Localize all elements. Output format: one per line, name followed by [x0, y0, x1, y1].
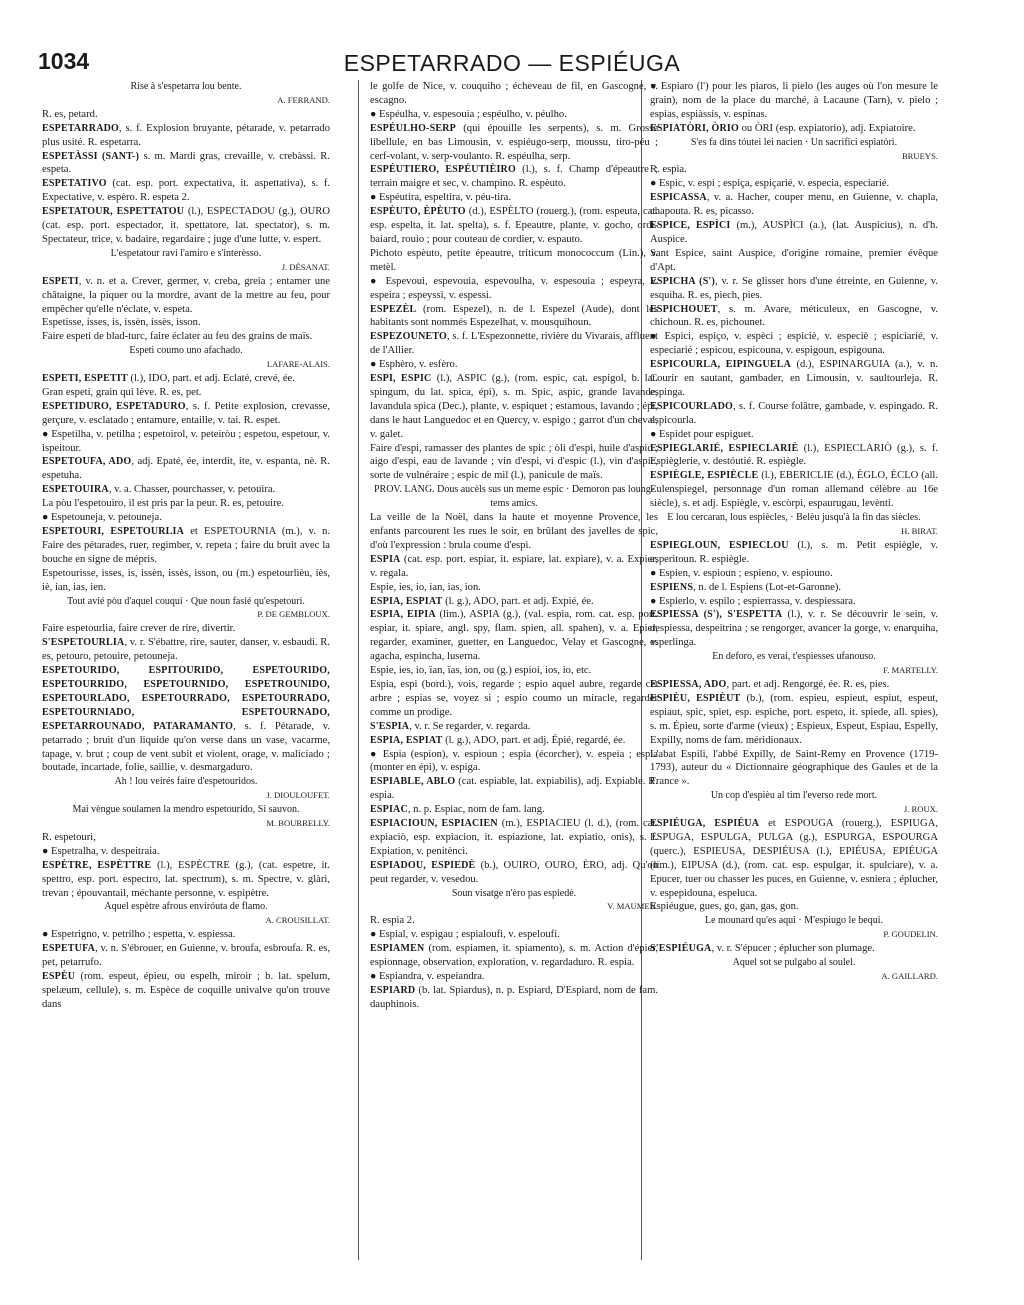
citation-line: Le mounard qu'es aqui · M'espiugo le bequi.	[704, 915, 883, 927]
headword: ESPICASSA	[650, 192, 707, 204]
citation-line: PROV. LANG. Dous aucèls sus un meme espic · Demoron pas loung-tems amics.	[373, 484, 655, 510]
headword: ESPÈUTO, ÈPÈUTO	[370, 206, 466, 218]
dictionary-entry: R. espetouri,	[42, 831, 96, 843]
citation-author: P. GOUDELIN.	[883, 929, 938, 940]
citation-author: BRUEYS.	[901, 150, 938, 161]
dictionary-entry: ESPÈTRE, ESPÈTTRE (l.), ESPÈCTRE (g.), (cat. espetre, it. spettro, esp. port. espectro, lat. spectrum), s. m. Spectre, v. glàri, trevan ; épouvantail, méchante personne, v. espipètre.	[42, 859, 330, 899]
dictionary-entry: ESPÉUTIERO, ESPÉUTIÈIRO (l.), s. f. Champ d'épeautre ; terrain maigre et sec, v. champino. R. espèuto.	[370, 164, 658, 190]
headword: ESPIABLE, ABLO	[370, 776, 456, 788]
dictionary-entry: ● Espetouneja, v. petouneja.	[42, 512, 162, 524]
dictionary-entry: ● Espetralha, v. despeitraia.	[42, 845, 160, 857]
dictionary-entry: ESPIENS, n. de l. Espiens (Lot-et-Garonne).	[650, 581, 842, 593]
dictionary-entry: ESPETOURI, ESPETOURLIA et ESPETOURNIA (m.), v. n. Faire des pétarades, ruer, regimber, v. repeta ; faire du bruit avec la bouche en signe de mépris.	[42, 526, 330, 565]
dictionary-entry: ESPEZOUNETO, s. f. L'Espezonnette, rivière du Vivarais, affluent de l'Allier.	[370, 331, 658, 357]
citation-author: A. GAILLARD.	[881, 971, 938, 981]
dictionary-entry: ESPICHOUET, s. m. Avare, méticuleux, en Gascogne, v. chichoun. R. es, pichounet.	[650, 303, 938, 329]
dictionary-entry: ESPÈU (rom. espeut, épieu, ou espelh, miroir ; b. lat. spelum, spelæum, cellule), s. m. Espèce de coquille univalve qu'on trouve dans	[42, 971, 330, 1010]
headword: ESPETUFA	[42, 943, 96, 955]
headword: ESPIAMEN	[370, 943, 425, 955]
dictionary-entry: ● Espetilha, v. petilha ; espetoirol, v. peteiròu ; espetou, espetour, v. ispeitour.	[42, 428, 330, 454]
dictionary-entry: ESPICOURLA, EIPINGUELA (d.), ESPINARGUIA (a.), v. n. Courir en sautant, gambader, en Limousin, v. saultourleja. R. espinga.	[650, 359, 938, 398]
dictionary-entry: ESPIAMEN (rom. espiamen, it. spiamento), s. m. Action d'épier, espionnage, observation, exploration, v. regardaduro. R. espia.	[370, 943, 658, 969]
dictionary-entry: ESPIEGLOUN, ESPIECLOU (l.), s. m. Petit espiègle, v. esperitoun. R. espiègle.	[650, 539, 938, 565]
dictionary-entry: ESPICHA (S'), v. r. Se glisser hors d'une étreinte, en Guienne, v. esquiha. R. es, piech, pies.	[650, 275, 938, 301]
dictionary-entry: Espia, espi (bord.), vois, regarde ; espio aquel aubre, regarde cet arbre ; espias se, voyez si ; espio coumo un miracle, regarder comme un prodige.	[370, 678, 658, 718]
headword: ESPICOURLADO	[650, 400, 733, 412]
dictionary-entry: R. es, petard.	[42, 108, 98, 120]
citation-line: Rise à s'espetarra lou bente.	[130, 81, 242, 92]
dictionary-entry: ESPIADOU, ESPIEDÈ (b.), OUIRO, OURO, ÈRO, adj. Qu'on peut regarder, v. vesedou.	[370, 859, 658, 885]
citation-author: J. ROUX.	[903, 804, 938, 815]
dictionary-entry: ESPETOURIDO, ESPITOURIDO, ESPETOURIDO, ESPETOURRIDO, ESPETOURNIDO, ESPETROUNIDO, ESPETOURLADO, ESPETOURRADO, ESPETOURRADO, ESPETOURNIADO, ESPETOURNADO, ESPETARROUNADO, PATARAMANTO, s. f. Pétarade, v. petarrado ; bruit d'un liquide qu'on verse dans un vase, vacarme, tapage, v. brut ; coup de vent subit et violent, orage, v. maliciado ; boutade, incartade, folie, saillie, v. desmargaduro.	[42, 665, 330, 774]
headword: S'ESPIÉUGA	[650, 943, 712, 955]
dictionary-entry: ● Espia (espion), v. espioun ; espia (écorcher), v. espeia ; espia (monter en épi), v. espiga.	[370, 748, 658, 774]
headword: ESPETI	[42, 275, 79, 287]
dictionary-entry: ESPETOUFA, ADO, adj. Epaté, ée, interdit, ite, v. espanta, nè. R. espetuha.	[42, 456, 330, 482]
headword: ESPETÀSSI (SANT-)	[42, 150, 140, 162]
headword: ESPIEGLARIÉ, ESPIECLARIÈ	[650, 442, 799, 454]
dictionary-entry: ESPIÈGLE, ESPIÈCLE (l.), EBERICLIE (d.), ÈGLO, ÈCLO (all. Eulenspiegel, personnage d'un roman allemand célèbre au 16e siècle), s. et adj. Espiègle, v. escòrpi, espaurugau, levènti.	[650, 470, 938, 510]
dictionary-entry: ESPIAC, n. p. Espiac, nom de fam. lang.	[370, 804, 545, 816]
dictionary-entry: ESPETI, v. n. et a. Crever, germer, v. creba, greia ; entamer une châtaigne, la piquer ou la mordre, avant de la mettre au feu, pour empêcher qu'elle n'éclate, v. espeta.	[42, 275, 330, 315]
dictionary-entry: ESPIESSA, ADO, part. et adj. Rengorgé, ée. R. es, pies.	[650, 678, 890, 690]
citation-line: Soun visatge n'èro pas espiedè.	[451, 887, 577, 899]
headword: ESPICE, ESPÌCI	[650, 220, 731, 232]
citation-line: Aquel sot se pulgabo al soulel.	[732, 957, 856, 969]
headword: ESPETARRADO	[42, 122, 120, 134]
dictionary-entry: ● Espierlo, v. espilo ; espierrassa, v. despiessara.	[650, 595, 856, 607]
dictionary-entry: ESPÈUTO, ÈPÈUTO (d.), ESPÈLTO (rouerg.), (rom. espeuta, cat. esp. espelta, it. lat. spelta), s. f. Epeautre, plante, v. gocho, ordi-baiard, rouio ; pour couteau de cordier, v. espauto.	[370, 206, 658, 245]
dictionary-entry: ESPICASSA, v. a. Hacher, couper menu, en Guienne, v. chapla, chapouta. R. es, picasso.	[650, 192, 938, 218]
headword: ESPIÉUGA, ESPIÉUA	[650, 818, 760, 830]
dictionary-entry: Espetisse, isses, is, issèn, issès, isson.	[42, 317, 201, 329]
dictionary-entry: L'abat Espili, l'abbé Expilly, de Saint-Remy en Provence (1719-1793), auteur du « Dictionnaire géographique des Gaules et de la France ».	[650, 748, 938, 788]
dictionary-entry: R. espia.	[650, 164, 687, 176]
headword: ESPIACIOUN, ESPIACIEN	[370, 818, 498, 830]
dictionary-entry: S'ESPIA, v. r. Se regarder, v. regarda.	[370, 720, 531, 732]
headword: ESPEZOUNETO	[370, 331, 448, 343]
headword: ESPICHA (S')	[650, 275, 715, 287]
headword: ESPÉUTIERO, ESPÉUTIÈIRO	[370, 164, 516, 176]
citation-line: Mai vèngue soulamen la mendro espetourido, Si sauvon.	[72, 804, 300, 816]
dictionary-entry: La pòu l'espetouiro, il est pris par la peur. R. es, petouire.	[42, 498, 284, 510]
dictionary-entry: La veille de la Noël, dans la haute et moyenne Provence, les enfants parcourent les rues le soir, en brûlant des javelles de spic, d'où l'expression : brula coume d'espi.	[370, 512, 658, 551]
headword: S'ESPIA	[370, 720, 410, 732]
headword: ESPICHOUET	[650, 303, 718, 315]
headword: ESPIARD	[370, 984, 416, 996]
headword: ESPIÈU, ESPIÈUT	[650, 692, 741, 704]
headword: ESPETATOUR, ESPETTATOU	[42, 206, 185, 218]
dictionary-entry: ESPETATOUR, ESPETTATOU (l.), ESPECTADOU (g.), OURO (cat. esp. port. espectador, it. spettatore, lat. spectator), s. m. Spectateur, trice, v. badaire, regardaire ; juge d'une lutte, v. espert.	[42, 206, 330, 245]
citation-author: J. DIOULOUFET.	[266, 790, 330, 801]
headword: ESPI, ESPIC	[370, 373, 432, 385]
citation-author: H. BIRAT.	[901, 526, 938, 536]
citation-line: E lou cercaran, lous espiècles, · Belèu jusqu'à la fin das siècles.	[667, 512, 921, 524]
dictionary-entry: ESPETOUIRA, v. a. Chasser, pourchasser, v. petouira.	[42, 484, 276, 496]
dictionary-entry: le golfe de Nice, v. couquiho ; écheveau de fil, en Gascogne, v. escagno.	[370, 81, 658, 106]
dictionary-entry: S'ESPETOURLIA, v. r. S'ébattre, rire, sauter, danser, v. esbaudi. R. es, petouro, petouire, petouneja.	[42, 637, 330, 663]
dictionary-entry: ESPETATIVO (cat. esp. port. expectativa, it. aspettativa), s. f. Expectative, v. espèro. R. espeta 2.	[42, 178, 330, 204]
headword: ESPETOUFA, ADO	[42, 456, 132, 468]
citation-line: Aquel espètre afrous enviróuta de flamo.	[104, 901, 268, 913]
headword: ESPETATIVO	[42, 178, 107, 190]
headword: ESPETIDURO, ESPETADURO	[42, 400, 186, 412]
dictionary-entry: ESPIA, EIPIA (lim.), ASPIA (g.), (val. espia, rom. cat. esp. port. espiar, it. spiare, angl. spy, flam. spien, all. spahen), v. a. Epier, regarder, examiner, guetter, en Languedoc, Velay et Gascogne, v. agacha, espincha, luserna.	[370, 609, 658, 663]
dictionary-entry: ESPIATÒRI, ÒRIO ou ÒRI (esp. expiatorio), adj. Expiatoire.	[650, 122, 916, 134]
dictionary-entry: ESPÉULHO-SERP (qui épouille les serpents), s. m. Grosse libellule, en bas Limousin, v. espiéugo-serp, moussu, tiro-péu ; cerf-volant, v. serp-voulanto. R. espéulha, serp.	[370, 122, 658, 162]
citation-author: J. DÉSANAT.	[281, 261, 330, 272]
dictionary-entry: Gran espeti, grain qui lève. R. es, pet.	[42, 386, 202, 398]
column-divider	[358, 80, 359, 1260]
citation-line: Un cop d'espièu al tim l'everso rede mort.	[710, 790, 878, 802]
headword: ESPIA, EIPIA	[370, 609, 436, 621]
dictionary-entry: ESPIESSA (S'), S'ESPETTA (l.), v. r. Se découvrir le sein, v. despiessa, despeitrina ; se rengorger, avancer la gorge, v. enarquiha, esperlinga.	[650, 609, 938, 649]
dictionary-entry: ● Espici, espiço, v. espèci ; espiciè, v. especiè ; espiciarié, v. especiarié ; espicou, espicouna, v. espigoun, espigouna.	[650, 331, 938, 357]
dictionary-entry: ESPIÈU, ESPIÈUT (b.), (rom. espieu, espieut, espiut, espeut, espiaut, spic, spiet, esp. espiche, port. espeto, it. spiede, all. spies), s. m. Épieu, sorte d'arme (vieux) ; Espieux, Espeut, Espiau, Espelly, Expilly, noms de fam. méridionaux.	[650, 692, 938, 746]
headword: ESPIENS	[650, 581, 694, 593]
dictionary-entry: ● Esphèro, v. esfèro.	[370, 359, 458, 371]
headword: ESPIESSA (S'), S'ESPETTA	[650, 609, 783, 621]
headword: ESPEZÈL	[370, 303, 417, 315]
dictionary-entry: ● Espetrigno, v. petrilho ; espetta, v. espiessa.	[42, 929, 236, 941]
headword: ESPIA, ESPIAT	[370, 595, 443, 607]
dictionary-entry: ● Espiaro (l') pour les piaros, li pielo (les auges où l'on mesure le grain), nom de la place du marché, à Lacaune (Tarn), v. pielo ; espias, espiàssis, v. espinas.	[650, 81, 938, 120]
dictionary-entry: Pichoto espèuto, petite épeautre, triticum monococcum (Lin.), v. metèl.	[370, 247, 658, 273]
dictionary-entry: Faire espetourlia, faire crever de rire, divertir.	[42, 623, 236, 635]
headword: ESPÈTRE, ESPÈTTRE	[42, 859, 152, 871]
citation-author: P. DE GEMBLOUX.	[257, 609, 330, 620]
text-column-right	[650, 80, 938, 1285]
dictionary-entry: Espie, ies, io, ïan, ïas, ion, ou (g.) espioi, ios, io, etc.	[370, 665, 592, 677]
citation-author: V. MAUMEN.	[607, 901, 658, 912]
citation-author: A. FERRAND.	[277, 94, 330, 105]
dictionary-entry: ESPETIDURO, ESPETADURO, s. f. Petite explosion, crevasse, gerçure, v. esclatado ; entamure, entaille, v. tai. R. espet.	[42, 400, 330, 426]
dictionary-entry: Espetourisse, isses, is, issèn, issès, isson, ou (m.) espetourlièu, iès, iè, ian, ias, ien.	[42, 567, 330, 593]
dictionary-entry: ESPIÉUGA, ESPIÉUA et ESPOUGA (rouerg.), ESPIUGA, ESPUGA, ESPULGA, PULGA (g.), ESPURGA, ESPOURGA (querc.), ESPIEUSA, DESPIÉUSA (l.), EPIÉUSA, EPIÉUGA (lim.), EIPUSA (d.), (rom. cat. esp. espulgar, it. spulciare), v. a. Epucer, tuer ou chasser les puces, en Guienne, v. esniera ; éplucher, v. espepidouna, espeluca.	[650, 818, 938, 899]
dictionary-entry: ● Espiandra, v. espeiandra.	[370, 971, 485, 982]
dictionary-entry: ● Espéulha, v. espesouia ; espéulho, v. péulho.	[370, 108, 567, 120]
dictionary-entry: ● Espial, v. espigau ; espialoufi, v. espeloufi.	[370, 929, 560, 941]
dictionary-entry: ESPIACIOUN, ESPIACIEN (m.), ESPIACIEU (l. d.), (rom. cat. expiaciò, esp. expiacion, it. espiazione, lat. expiatio, onis), s. f. Expiation, v. penitènci.	[370, 818, 658, 857]
text-column-left	[42, 80, 330, 1285]
headword: ESPIA	[370, 553, 401, 565]
dictionary-entry: Sant Espice, saint Auspice, d'origine romaine, premier évêque d'Apt.	[650, 247, 938, 273]
page-number: 1034	[38, 48, 90, 74]
dictionary-entry: Faire espeti de blad-turc, faire éclater au feu des grains de maïs.	[42, 331, 313, 343]
headword: ESPIA, ESPIAT	[370, 734, 443, 746]
headword: ESPIÈGLE, ESPIÈCLE	[650, 470, 759, 482]
headword: ESPÉULHO-SERP	[370, 122, 456, 134]
citation-line: Espeti coumo uno afachado.	[129, 345, 243, 357]
headword: ESPIAC	[370, 804, 408, 816]
dictionary-entry: ESPIA, ESPIAT (l. g.), ADO, part. et adj. Expié, ée.	[370, 595, 594, 607]
citation-line: Ah ! lou veirés faire d'espetouridos.	[114, 776, 258, 788]
headword: S'ESPETOURLIA	[42, 637, 125, 649]
citation-author: LAFARE-ALAIS.	[266, 359, 330, 370]
running-head: ESPETARRADO — ESPIÉUGA	[343, 50, 681, 76]
dictionary-entry: ● Espéutira, espeltira, v. péu-tira.	[370, 192, 512, 204]
citation-line: En deforo, es verai, t'espiesses ufanouso.	[712, 651, 876, 663]
headword: ESPETOURIDO, ESPITOURIDO, ESPETOURIDO, ESPETOURRIDO, ESPETOURNIDO, ESPETROUNIDO, ESPETOURLADO, ESPETOURRADO, ESPETOURRADO, ESPETOURNIADO, ESPETOURNADO, ESPETARROUNADO, PATARAMANTO	[42, 665, 330, 732]
dictionary-entry: ESPIA, ESPIAT (l. g.), ADO, part. et adj. Épié, regardé, ée.	[370, 734, 626, 746]
dictionary-entry: ESPETÀSSI (SANT-) s. m. Mardi gras, crevaille, v. crebàssi. R. espeta.	[42, 150, 330, 176]
headword: ESPETOURI, ESPETOURLIA	[42, 526, 185, 537]
headword: ESPIATÒRI, ÒRIO	[650, 122, 739, 134]
dictionary-entry: ● Espien, v. espioun ; espieno, v. espiouno.	[650, 567, 833, 579]
citation-line: S'es fa dins tóutei lei nacien · Un sacrifici espiatòri.	[690, 136, 898, 148]
dictionary-entry: ESPIABLE, ABLO (cat. espiable, lat. expiabilis), adj. Expiable. R. espia.	[370, 776, 658, 802]
headword: ESPÈU	[42, 971, 76, 982]
dictionary-entry: ESPETI, ESPETIT (l.), IDO, part. et adj. Eclaté, crevé, ée.	[42, 373, 295, 385]
dictionary-entry: Espie, ies, io, ian, ias, ion.	[370, 581, 481, 593]
dictionary-entry: ESPI, ESPIC (l.), ASPIC (g.), (rom. espic, cat. espigol, b. lat. spingum, du lat. spica, épi), s. m. Spic, aspic, grande lavande, lavandula spica (Dec.), plante, v. espiquet ; estamous, lavando ; épi, dans le haut Languedoc et en Quercy, v. espigo ; garrot d'un cheval, v. galet.	[370, 373, 658, 440]
headword: ESPICOURLA, EIPINGUELA	[650, 359, 792, 371]
citation-author: A. CROUSILLAT.	[265, 915, 330, 926]
dictionary-entry: Espiéugue, gues, go, gan, gas, gon.	[650, 901, 799, 913]
headword: ESPIEGLOUN, ESPIECLOU	[650, 539, 789, 551]
dictionary-entry: ESPIA (cat. esp. port. espiar, it. espiare, lat. expiare), v. a. Expier, v. regala.	[370, 553, 658, 579]
dictionary-entry: ESPIEGLARIÉ, ESPIECLARIÈ (l.), ESPIECLARIÒ (g.), s. f. Espièglerie, v. destóutié. R. espiègle.	[650, 442, 938, 468]
text-column-middle	[370, 80, 658, 1285]
citation-author: F. MARTELLY.	[883, 665, 938, 676]
dictionary-entry: ESPEZÈL (rom. Espezel), n. de l. Espezel (Aude), dont les habitants sont nommés Espezelhat, v. mousquihoun.	[370, 303, 658, 329]
dictionary-entry: ● Espevoui, espevouia, espevoulha, v. espesouia ; espeyra, v. espeira ; espeyssi, v. espessi.	[370, 275, 658, 301]
dictionary-entry: ESPIARD (b. lat. Spiardus), n. p. Espiard, D'Espiard, nom de fam. dauphinois.	[370, 984, 658, 1010]
citation-author: M. BOURRELLY.	[266, 818, 330, 829]
dictionary-entry: ESPETUFA, v. n. S'ébrouer, en Guienne, v. broufa, esbroufa. R. es, pet, petarrufo.	[42, 943, 330, 969]
citation-line: L'espetatour ravi l'amiro e s'interèsso.	[110, 247, 262, 259]
dictionary-entry: Faire d'espi, ramasser des plantes de spic ; òli d'espi, huile d'aspic ; aigo d'espi, eau de lavande ; vin d'espi, vi d'espic (l.), vin d'aspic, sorte de vulnéraire ; espic de mil (l.), panicule de maïs.	[370, 442, 658, 482]
headword: ESPETI, ESPETIT	[42, 373, 128, 385]
dictionary-entry: S'ESPIÉUGA, v. r. S'épucer ; éplucher son plumage.	[650, 943, 875, 955]
dictionary-entry: ESPICOURLADO, s. f. Course folâtre, gambade, v. espingado. R. espicourla.	[650, 400, 938, 426]
headword: ESPIESSA, ADO	[650, 678, 727, 690]
citation-line: Tout avié pòu d'aquel couqui · Que noun fasié qu'espetouri.	[67, 595, 305, 607]
dictionary-entry: ESPICE, ESPÌCI (m.), AUSPÌCI (a.), (lat. Auspicius), n. d'h. Auspice.	[650, 220, 938, 245]
dictionary-entry: ESPETARRADO, s. f. Explosion bruyante, pétarade, v. petarrado plus usité. R. espetarra.	[42, 122, 330, 148]
dictionary-entry: R. espia 2.	[370, 915, 415, 927]
headword: ESPIADOU, ESPIEDÈ	[370, 859, 476, 871]
dictionary-entry: ● Espic, v. espi ; espiça, espiçarié, v. especia, especiarié.	[650, 178, 890, 190]
dictionary-entry: ● Espidet pour espiguet.	[650, 428, 754, 440]
headword: ESPETOUIRA	[42, 484, 109, 496]
